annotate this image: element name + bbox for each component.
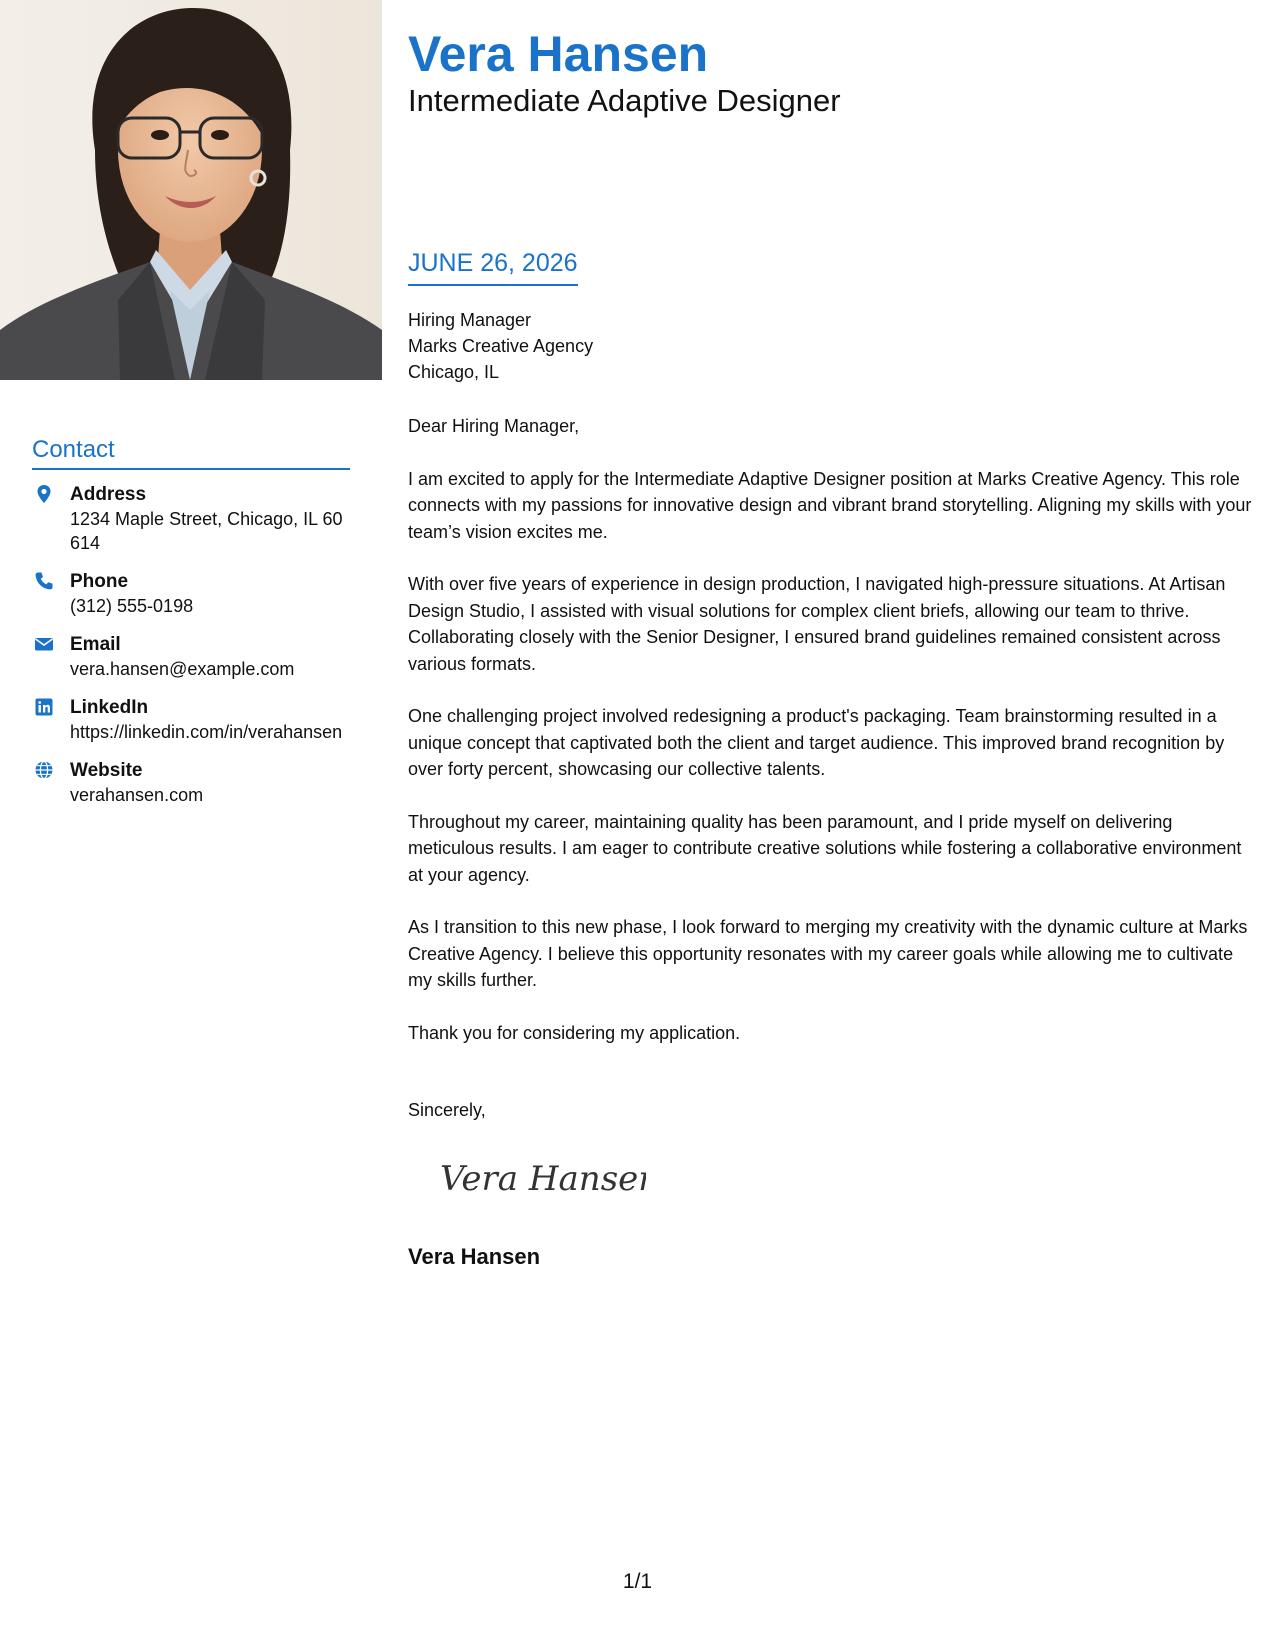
contact-address [32, 482, 350, 555]
contact-value[interactable]: verahansen.com [70, 785, 204, 805]
job-title: Intermediate Adaptive Designer [408, 83, 841, 118]
contact-email [32, 632, 350, 681]
page-number: 1/1 [622, 1570, 653, 1593]
handwritten-signature [436, 1148, 646, 1213]
contact-value[interactable]: https://linkedin.com/in/verahansen [70, 722, 343, 742]
contact-value: vera.hansen@example.com [70, 659, 295, 679]
contact-linkedin [32, 695, 350, 744]
recipient-title: Hiring Manager [408, 310, 532, 330]
contact-label: Website [70, 760, 143, 781]
contact-website [32, 758, 350, 807]
letter-body [408, 413, 1253, 1072]
applicant-name: Vera Hansen [408, 26, 709, 82]
contact-label: Email [70, 634, 121, 655]
letter-paragraph: Throughout my career, maintaining quality has been paramount, and I pride myself on delivering meticulous results. I am eager to contribute creative solutions while fostering a collaborative environment at your agency. [408, 811, 1242, 885]
greeting: Dear Hiring Manager, [408, 416, 580, 436]
phone-icon [34, 571, 54, 591]
recipient-block [408, 307, 593, 385]
contact-label: LinkedIn [70, 697, 149, 718]
recipient-company: Marks Creative Agency [408, 336, 594, 356]
contact-value: (312) 555-0198 [70, 596, 194, 616]
letter-paragraph: I am excited to apply for the Intermediate Adaptive Designer position at Marks Creative Agency. This role connects with my passions for innovative design and vibrant brand storytelling. Aligning my skills with your team’s vision excites me. [408, 468, 1252, 542]
letter-date: JUNE 26, 2026 [408, 248, 578, 286]
contact-phone [32, 569, 350, 618]
contact-label: Address [70, 484, 147, 505]
letter-paragraph: One challenging project involved redesigning a product's packaging. Team brainstorming resulted in a unique concept that captivated both the client and target audience. This improved brand recognition by over forty percent, showcasing our collective talents. [408, 706, 1225, 779]
main-column [408, 0, 1253, 1269]
signature-text: Vera Hansen [440, 1159, 646, 1199]
globe-icon [34, 760, 54, 780]
location-pin-icon [34, 484, 54, 504]
letter-paragraph: Thank you for considering my application. [408, 1022, 741, 1043]
signer-name: Vera Hansen [408, 1244, 541, 1269]
contact-sidebar [32, 436, 350, 821]
recipient-location: Chicago, IL [408, 362, 500, 382]
closing: Sincerely, [408, 1100, 486, 1120]
profile-photo [0, 0, 382, 380]
letter-paragraph: With over five years of experience in design production, I navigated high-pressure situations. At Artisan Design Studio, I assisted with visual solutions for complex client briefs, allowing our team to thrive. Collaborating closely with the Senior Designer, I ensured brand guidelines remained consistent across various formats. [408, 574, 1226, 674]
contact-value: 1234 Maple Street, Chicago, IL 60614 [70, 509, 343, 553]
contact-label: Phone [70, 571, 129, 592]
envelope-icon [34, 634, 54, 654]
contact-heading: Contact [32, 436, 350, 470]
letter-paragraph: As I transition to this new phase, I look forward to merging my creativity with the dynamic culture at Marks Creative Agency. I believe this opportunity resonates with my career goals while allowing me to cultivate my skills further. [408, 917, 1248, 990]
linkedin-icon [34, 697, 54, 717]
